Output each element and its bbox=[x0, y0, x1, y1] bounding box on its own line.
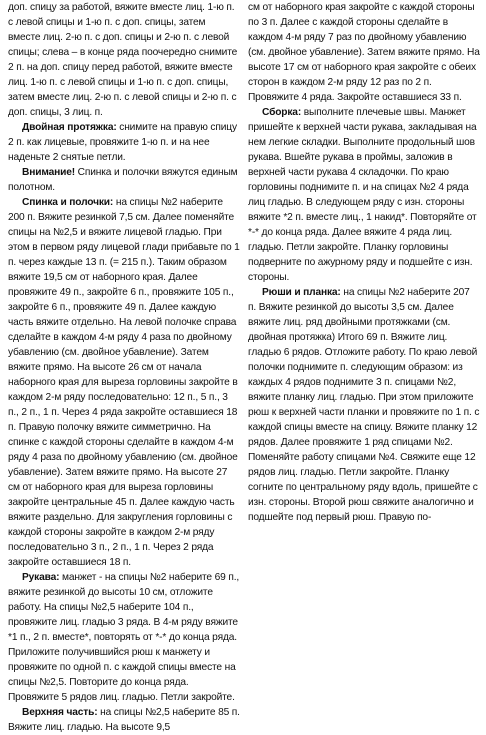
paragraph-heading: Верхняя часть: bbox=[22, 707, 98, 718]
right-column bbox=[248, 0, 480, 700]
paragraph-heading: Сборка: bbox=[262, 107, 302, 118]
paragraph-heading: Рукава: bbox=[22, 572, 60, 583]
paragraph bbox=[248, 0, 480, 105]
paragraph-text: выполните плечевые швы. Манжет пришейте к верхней части рукава, закладывая на нем легкие складки. Выполните продольный шов рукава. Вшейте рукава в проймы, заложив в верхней части рукава 4 складочки. По краю горловины поднимите п. и на спицах №2 4 ряда лиц гладью. В следующем ряду с изн. стороны вяжите *2 п. вместе лиц., 1 накид*. Повторяйте от *-* до конца ряда. Далее вяжите 4 ряда лиц. гладью. Петли закройте. Планку горловины подверните по ажурному ряду и подшейте с изн. стороны. bbox=[248, 107, 477, 283]
paragraph-heading: Спинка и полочки: bbox=[22, 197, 114, 208]
paragraph-heading: Внимание! bbox=[22, 167, 75, 178]
paragraph bbox=[248, 105, 480, 285]
paragraph-text: см от наборного края закройте с каждой стороны по 3 п. Далее с каждой стороны сделайте в каждом 4-м ряду 7 раз по двойному убавлению (см. двойное убавление). Затем вяжите прямо. На высоте 17 см от наборного края закройте с обеих сторон в каждом 2-м ряду 12 раз по 2 п. Провяжите 4 ряда. Закройте оставшиеся 33 п. bbox=[248, 2, 480, 103]
paragraph bbox=[8, 0, 240, 120]
left-column bbox=[8, 0, 240, 733]
paragraph-text: на спицы №2 наберите 200 п. Вяжите резинкой 7,5 см. Далее поменяйте спицы на №2,5 и вяжите лицевой гладью. При этом в первом ряду лицевой глади прибавьте по 1 п. через каждые 13 п. (= 215 п.). Таким образом вяжите 19,5 см от наборного края. Далее провяжите 49 п., закройте 6 п., провяжите 105 п., закройте 6 п., провяжите 49 п. Далее каждую часть вяжите отдельно. На левой полочке справа сделайте в каждом 4-м ряду 4 раза по двойному убавлению (см. двойное убавление). Затем вяжите прямо. На высоте 26 см от начала наборного края для выреза горловины закройте в каждом 2-м ряду последовательно: 12 п., 5 п., 3 п., 2 п., 1 п. Через 4 ряда закройте оставшиеся 18 п. Правую полочку вяжите симметрично. На спинке с каждой стороны сделайте в каждом 4-м ряду 4 раза по двойному убавлению (см. двойное убавление). Затем вяжите прямо. На высоте 27 см от наборного края для выреза горловины закройте центральные 45 п. Далее каждую часть вяжите раздельно. Для закругления горловины с каждой стороны закройте в каждом 2-м ряду последовательно 3 п., 2 п., 1 п. Через 2 ряда закройте оставшиеся 18 п. bbox=[8, 197, 240, 568]
paragraph bbox=[8, 165, 240, 195]
paragraph-text: на спицы №2,5 наберите 85 п. Вяжите лиц. гладью. На высоте 9,5 bbox=[8, 707, 240, 733]
paragraph-text: манжет - на спицы №2 наберите 69 п., вяжите резинкой до высоты 10 см, отложите работу. На спицы №2,5 наберите 104 п., провяжите лиц. гладью 3 ряда. В 4-м ряду вяжите *1 п., 2 п. вместе*, повторять от *-* до конца ряда. Приложите получившийся рюш к манжету и провяжите по одной п. с каждой спицы вместе на спицы №2,5. Повторите до конца ряда. Провяжите 5 рядов лиц. гладью. Петли закройте. bbox=[8, 572, 240, 703]
paragraph-heading: Рюши и планка: bbox=[262, 287, 341, 298]
paragraph-text: доп. спицу за работой, вяжите вместе лиц. 1-ю п. с левой спицы и 1-ю п. с доп. спицы, затем вместе лиц. 2-ю п. с доп. спицы и 2-ю п. с левой спицы; слева – в конце ряда поочередно снимите 2 п. на доп. спицу перед работой, вяжите вместе лиц. 1-ю п. с левой спицы и 1-ю п. с доп. спицы, затем вместе лиц. 2-ю п. с левой спицы и 2-ю п. с доп. спицы, 3 лиц. п. bbox=[8, 2, 238, 118]
paragraph bbox=[8, 195, 240, 570]
paragraph-text: Спинка и полочки вяжутся единым полотном. bbox=[8, 167, 238, 193]
paragraph-text: на спицы №2 наберите 207 п. Вяжите резинкой до высоты 3,5 см. Далее вяжите лиц. ряд двойными протяжками (см. двойная протяжка) Итого 69 п. Вяжите лиц. гладью 6 рядов. Отложите работу. По краю левой полочки поднимите п. следующим образом: из каждых 4 рядов поднимите 3 п. спицами №2, вяжите планку лиц. гладью. При этом приложите рюш к верхней части планки и провяжите по 1 п. с каждой спицы вместе на спицу. Вяжите планку 12 рядов. Далее провяжите 1 ряд спицами №2. Поменяйте работу спицами №4. Свяжите еще 12 рядов лиц. гладью. Петли закройте. Планку согните по центральному ряду вдоль, пришейте с изн. стороны. Второй рюш свяжите аналогично и подшейте под первый рюш. Правую по- bbox=[248, 287, 480, 523]
paragraph bbox=[8, 570, 240, 705]
paragraph-heading: Двойная протяжка: bbox=[22, 122, 117, 133]
paragraph-text: снимите на правую спицу 2 п. как лицевые, провяжите 1-ю п. и на нее наденьте 2 снятые петли. bbox=[8, 122, 237, 163]
paragraph bbox=[8, 705, 240, 735]
paragraph bbox=[248, 285, 480, 525]
paragraph bbox=[8, 120, 240, 165]
